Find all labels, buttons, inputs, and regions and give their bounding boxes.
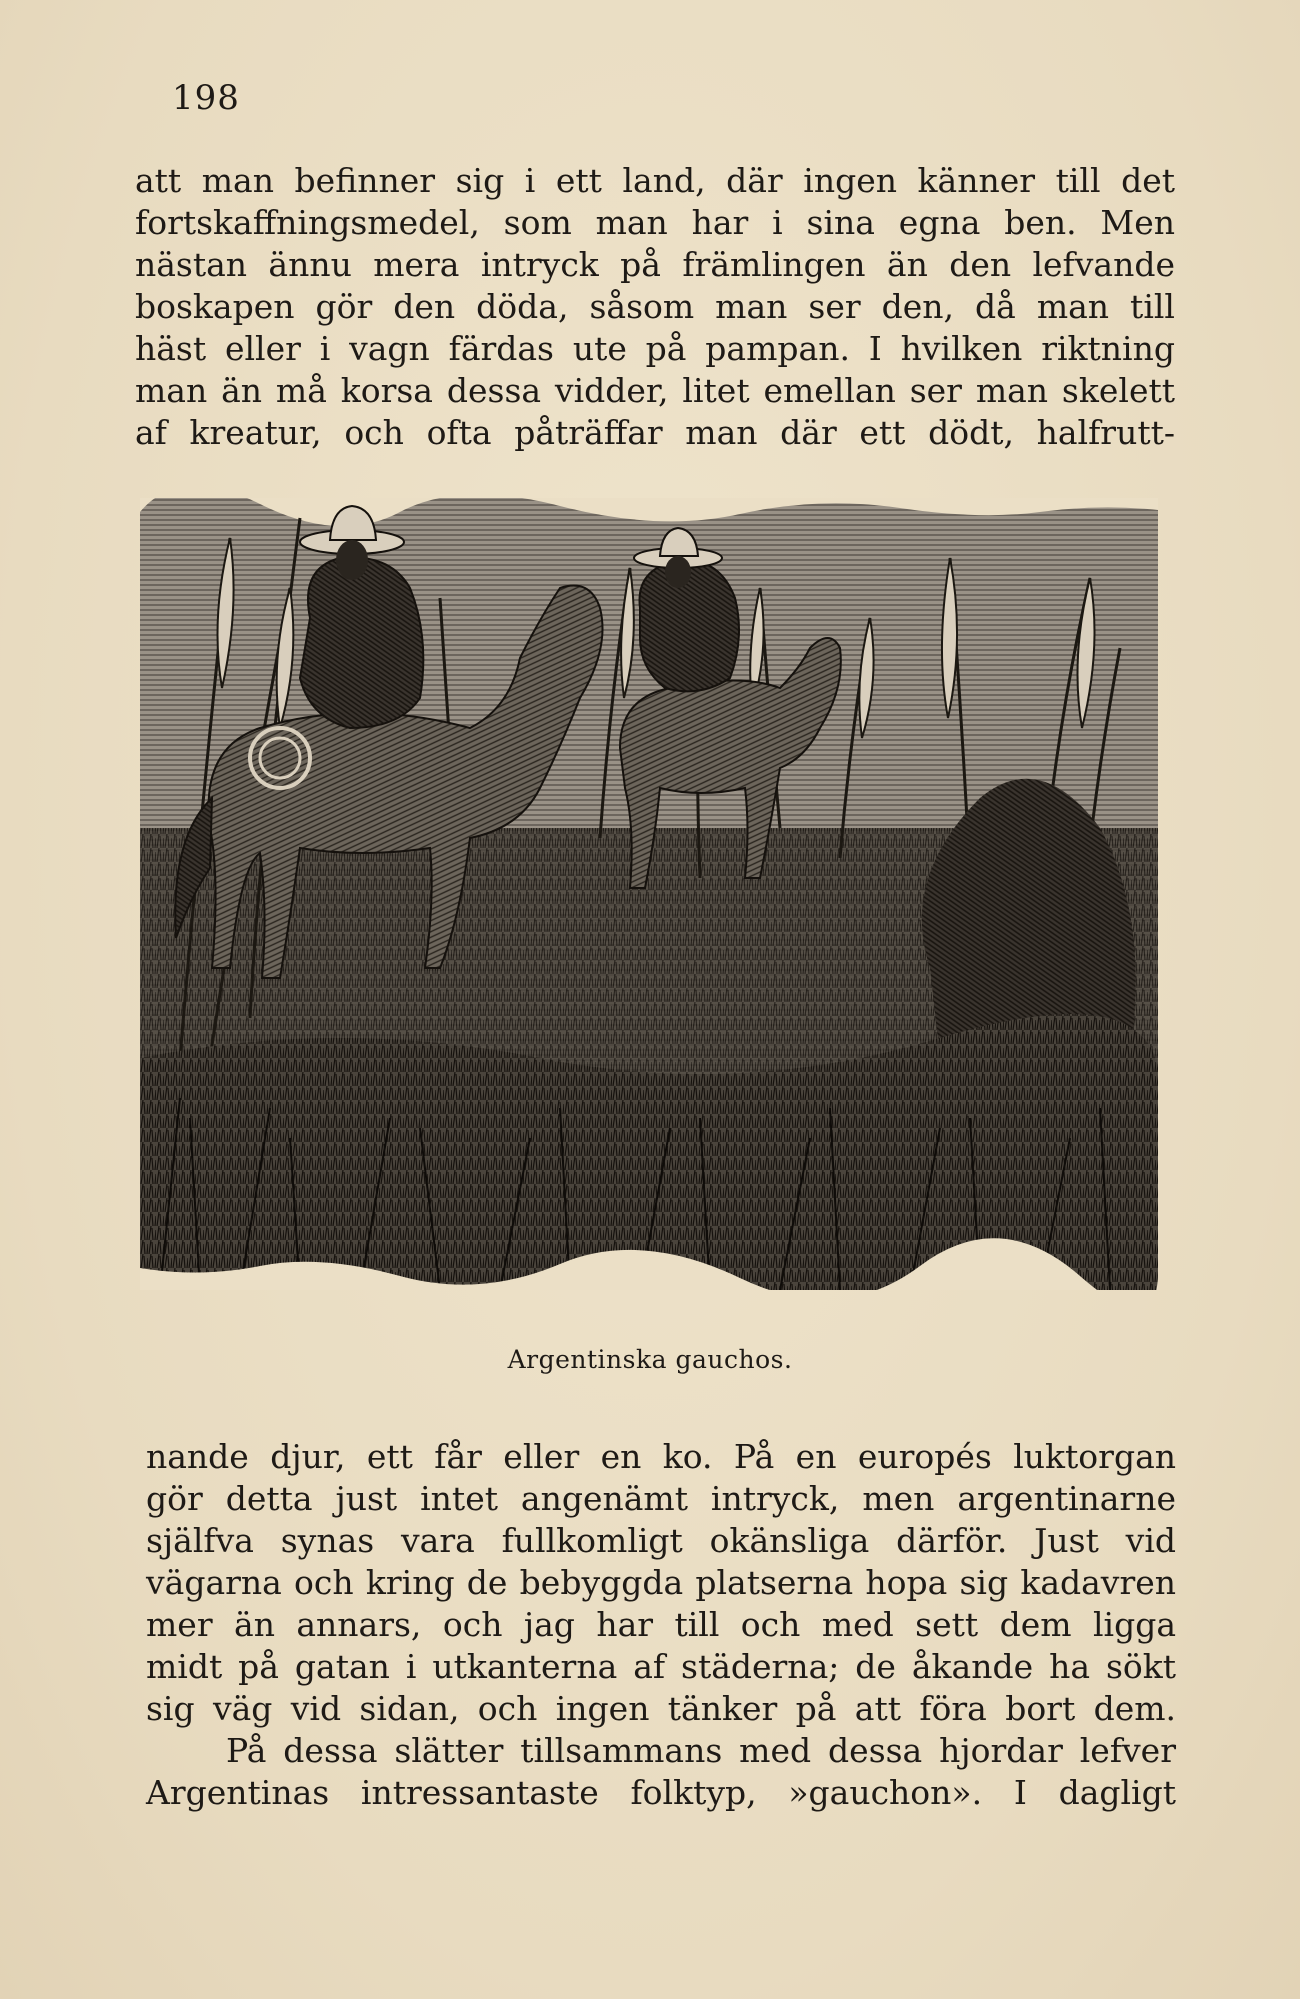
text-line: Argentinas intressantaste folktyp, »gauchon». I dagligt <box>146 1773 1176 1812</box>
text-line: sig väg vid sidan, och ingen tänker på att föra bort dem. <box>146 1689 1176 1728</box>
text-line: På dessa slätter tillsammans med dessa hjordar lefver <box>226 1731 1176 1770</box>
text-line: fortskaffningsmedel, som man har i sina egna ben. Men <box>135 203 1175 242</box>
text-line: boskapen gör den döda, såsom man ser den, då man till <box>135 287 1175 326</box>
engraving-illustration <box>140 498 1158 1290</box>
text-line: mer än annars, och jag har till och med sett dem ligga <box>146 1605 1176 1644</box>
text-line: själfva synas vara fullkomligt okänsliga därför. Just vid <box>146 1521 1176 1560</box>
text-line: att man befinner sig i ett land, där ingen känner till det <box>135 161 1175 200</box>
text-line: häst eller i vagn färdas ute på pampan. I hvilken riktning <box>135 329 1175 368</box>
paragraph-top <box>135 160 1175 454</box>
figure-caption: Argentinska gauchos. <box>507 1345 793 1374</box>
page-number: 198 <box>172 78 240 118</box>
text-line: gör detta just intet angenämt intryck, men argentinarne <box>146 1479 1176 1518</box>
text-line: af kreatur, och ofta påträffar man där ett dödt, halfrutt- <box>135 413 1175 452</box>
text-line: nästan ännu mera intryck på främlingen än den lefvande <box>135 245 1175 284</box>
text-line: nande djur, ett får eller en ko. På en europés luktorgan <box>146 1437 1176 1476</box>
text-line: vägarna och kring de bebyggda platserna hopa sig kadavren <box>146 1563 1176 1602</box>
paragraph-bottom <box>146 1436 1176 1814</box>
text-line: midt på gatan i utkanterna af städerna; de åkande ha sökt <box>146 1647 1176 1686</box>
text-line: man än må korsa dessa vidder, litet emellan ser man skelett <box>135 371 1175 410</box>
